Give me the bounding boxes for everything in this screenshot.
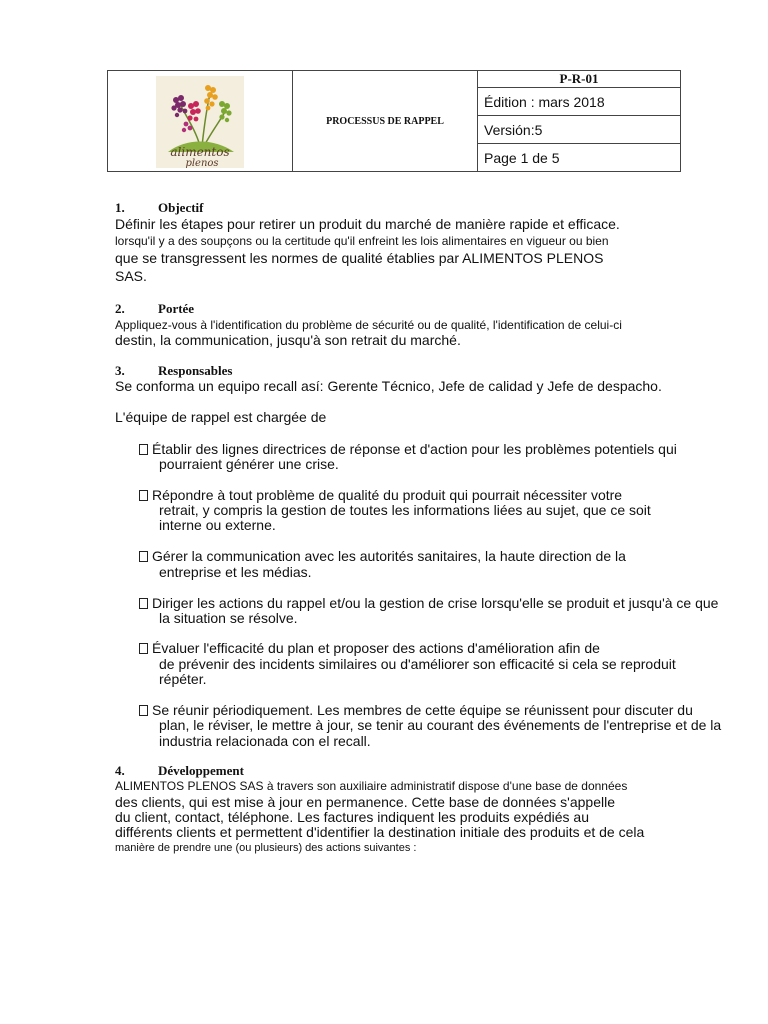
document-code: P-R-01: [478, 71, 681, 88]
section-2-title: Portée: [158, 301, 195, 316]
document-header-table: [107, 70, 681, 172]
page-number: Page 1 de 5: [478, 144, 681, 172]
section-3-line: Se conforma un equipo recall así: Gerente Técnico, Jefe de calidad y Jefe de despacho.: [115, 378, 662, 394]
section-4-line: du client, contact, téléphone. Les factures indiquent les produits expédiés au: [115, 809, 589, 825]
section-2-number: 2.: [115, 301, 125, 316]
section-1-title: Objectif: [158, 200, 204, 215]
checkbox-glyph-icon: [139, 490, 148, 501]
bullet-text: Gérer la communication avec les autorités sanitaires, la haute direction de la: [152, 548, 626, 564]
bullet-item: [139, 548, 626, 564]
section-2-line: Appliquez-vous à l'identification du problème de sécurité ou de qualité, l'identification de celui-ci: [115, 318, 622, 332]
checkbox-glyph-icon: [139, 598, 148, 609]
alimentos-plenos-logo: [156, 76, 244, 168]
checkbox-glyph-icon: [139, 705, 148, 716]
section-2-line: destin, la communication, jusqu'à son retrait du marché.: [115, 332, 461, 348]
bullet-text: Établir des lignes directrices de réponse et d'action pour les problèmes potentiels qui: [152, 441, 677, 457]
bullet-item: [139, 702, 693, 718]
checkbox-glyph-icon: [139, 643, 148, 654]
section-1-number: 1.: [115, 200, 125, 215]
bullet-item: [139, 595, 718, 611]
section-4-number: 4.: [115, 763, 125, 778]
section-4-line: ALIMENTOS PLENOS SAS à travers son auxiliaire administratif dispose d'une base de données: [115, 779, 628, 793]
bullet-continuation: pourraient générer une crise.: [159, 456, 339, 472]
section-1-line: SAS.: [115, 268, 147, 284]
section-3-number: 3.: [115, 363, 125, 378]
section-4-heading: [115, 763, 244, 779]
section-4-line: manière de prendre une (ou plusieurs) des actions suivantes :: [115, 842, 417, 854]
section-4-line: des clients, qui est mise à jour en permanence. Cette base de données s'appelle: [115, 794, 615, 810]
bullet-continuation: industria relacionada con el recall.: [159, 733, 371, 749]
section-1-line: que se transgressent les normes de qualité établies par ALIMENTOS PLENOS: [115, 250, 604, 266]
bullet-item: [139, 487, 622, 503]
bullet-text: Diriger les actions du rappel et/ou la gestion de crise lorsqu'elle se produit et jusqu'à ce que: [152, 595, 719, 611]
section-3-title: Responsables: [158, 363, 233, 378]
bullet-text: Évaluer l'efficacité du plan et proposer des actions d'amélioration afin de: [152, 640, 600, 656]
checkbox-glyph-icon: [139, 444, 148, 455]
section-4-title: Développement: [158, 763, 244, 778]
bullet-continuation: plan, le réviser, le mettre à jour, se tenir au courant des événements de l'entreprise et de la: [159, 717, 722, 733]
plant-logo-icon: [156, 76, 244, 168]
svg-text:alimentos: alimentos: [170, 144, 230, 159]
bullet-continuation: entreprise et les médias.: [159, 564, 312, 580]
version-number: Versión:5: [478, 116, 681, 144]
section-2-heading: [115, 301, 194, 317]
section-1-heading: [115, 200, 203, 216]
section-3-line: L'équipe de rappel est chargée de: [115, 409, 327, 425]
section-1-line: Définir les étapes pour retirer un produit du marché de manière rapide et efficace.: [115, 216, 620, 232]
svg-text:plenos: plenos: [185, 157, 219, 168]
document-title: PROCESSUS DE RAPPEL: [293, 71, 478, 172]
bullet-continuation: de prévenir des incidents similaires ou d'améliorer son efficacité si cela se reproduit: [159, 656, 676, 672]
section-4-line: différents clients et permettent d'identifier la destination initiale des produits et de cela: [115, 824, 645, 840]
edition-date: Édition : mars 2018: [478, 88, 681, 116]
bullet-continuation: répéter.: [159, 671, 207, 687]
section-1-line: lorsqu'il y a des soupçons ou la certitude qu'il enfreint les lois alimentaires en vigueur ou bien: [115, 234, 609, 248]
bullet-item: [139, 441, 677, 457]
bullet-continuation: interne ou externe.: [159, 517, 276, 533]
bullet-item: [139, 640, 600, 656]
bullet-text: Se réunir périodiquement. Les membres de cette équipe se réunissent pour discuter du: [152, 702, 693, 718]
checkbox-glyph-icon: [139, 551, 148, 562]
logo-cell: [108, 71, 293, 172]
bullet-continuation: retrait, y compris la gestion de toutes les informations liées au sujet, que ce soit: [159, 502, 651, 518]
bullet-continuation: la situation se résolve.: [159, 610, 298, 626]
section-3-heading: [115, 363, 232, 379]
bullet-text: Répondre à tout problème de qualité du produit qui pourrait nécessiter votre: [152, 487, 623, 503]
